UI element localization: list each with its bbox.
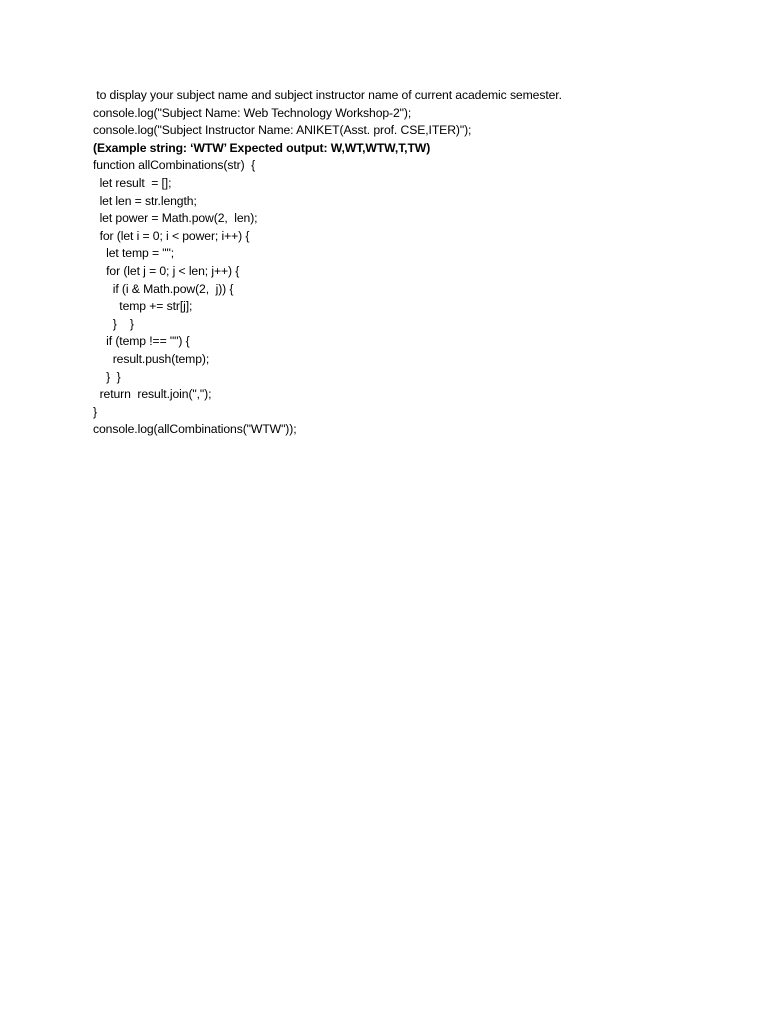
code-line: console.log(allCombinations("WTW")); [93,422,297,437]
code-line: console.log("Subject Instructor Name: ANIKET(Asst. prof. CSE,ITER)"); [93,123,472,138]
example-string-line: (Example string: ‘WTW’ Expected output: W,WT,WTW,T,TW) [93,140,431,155]
code-line: } } [93,316,134,331]
code-line: for (let j = 0; j < len; j++) { [93,263,240,278]
code-line: for (let i = 0; i < power; i++) { [93,228,250,243]
task-description-line: to display your subject name and subject instructor name of current academic semester. [93,88,562,102]
code-line: } [93,404,97,419]
document-body [93,87,733,439]
code-line: temp += str[j]; [93,299,193,314]
code-line: let len = str.length; [93,193,197,208]
code-line: function allCombinations(str) { [93,158,256,173]
code-line: console.log("Subject Name: Web Technology Workshop-2"); [93,105,412,120]
code-line: let result = []; [93,175,172,190]
code-line: } } [93,369,121,384]
code-line: if (temp !== "") { [93,334,190,349]
code-line: if (i & Math.pow(2, j)) { [93,281,234,296]
code-line: let power = Math.pow(2, len); [93,211,258,226]
code-line: return result.join(","); [93,387,212,402]
code-line: result.push(temp); [93,351,210,366]
code-line: let temp = ""; [93,246,175,261]
